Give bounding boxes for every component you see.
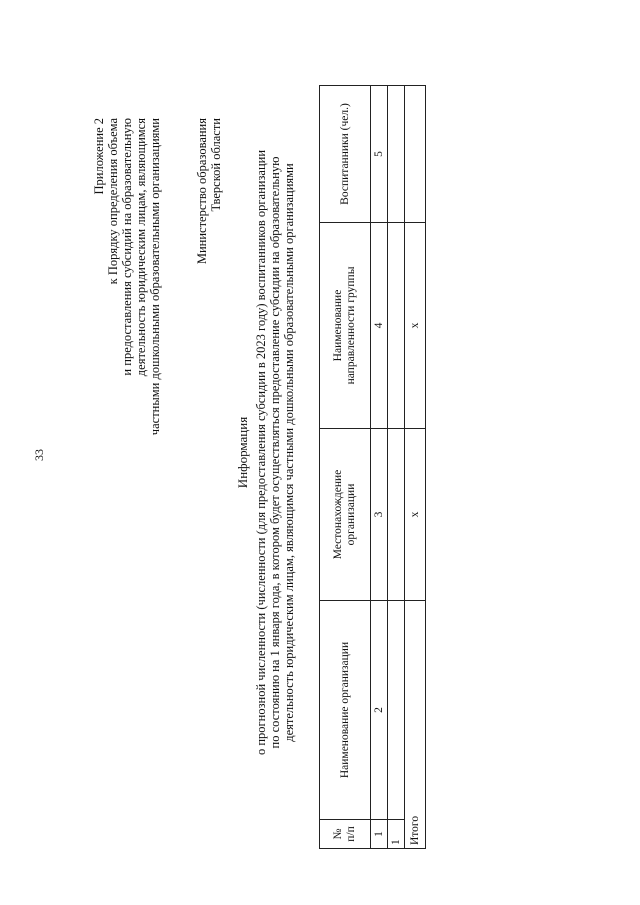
addressee-line: Министерство образования [195, 118, 209, 265]
table-cell [388, 429, 405, 601]
appendix-line: к Порядку определения объема [106, 118, 120, 285]
appendix-line: Приложение 2 [92, 118, 106, 195]
pupils-table [319, 85, 426, 849]
column-number: 2 [371, 601, 388, 820]
appendix-heading [92, 118, 162, 638]
header-group-focus: Наименование направленности группы [320, 223, 371, 429]
addressee [195, 118, 223, 418]
header-organization: Наименование организации [320, 601, 371, 820]
table-cell [388, 601, 405, 820]
appendix-line: и предоставления субсидий на образовательную [120, 118, 134, 376]
header-location: Местонахождение организации [320, 429, 371, 601]
table-column-numbers [371, 86, 388, 849]
document-title: Информация [235, 416, 250, 489]
appendix-line: частными дошкольными образовательными организациями [148, 118, 162, 436]
total-cell: x [405, 223, 426, 429]
subtitle-line: о прогнозной численности (численности (для предоставления субсидии в 2023 году) воспитанников организации [254, 149, 268, 756]
table-cell [388, 223, 405, 429]
total-cell [405, 86, 426, 223]
document-subtitle [254, 0, 296, 905]
appendix-line: деятельность юридическим лицам, являющимся [134, 118, 148, 377]
total-cell: x [405, 429, 426, 601]
column-number: 3 [371, 429, 388, 601]
page-number: 33 [32, 449, 46, 461]
table-total-row [405, 86, 426, 849]
addressee-line: Тверской области [209, 118, 223, 212]
subtitle-line: деятельность юридическим лицам, являющимся частными дошкольными образовательными организациями [282, 163, 296, 742]
column-number: 5 [371, 86, 388, 223]
total-label: Итого [405, 601, 426, 849]
table-cell: 1 [388, 820, 405, 849]
header-pupils: Воспитанники (чел.) [320, 86, 371, 223]
table-header-row [320, 86, 371, 849]
table-row [388, 86, 405, 849]
column-number: 4 [371, 223, 388, 429]
subtitle-line: по состоянию на 1 января года, в котором будет осуществляться предоставление субсидии на образовательную [268, 156, 282, 749]
column-number: 1 [371, 820, 388, 849]
table-cell [388, 86, 405, 223]
header-number: № п/п [320, 820, 371, 849]
